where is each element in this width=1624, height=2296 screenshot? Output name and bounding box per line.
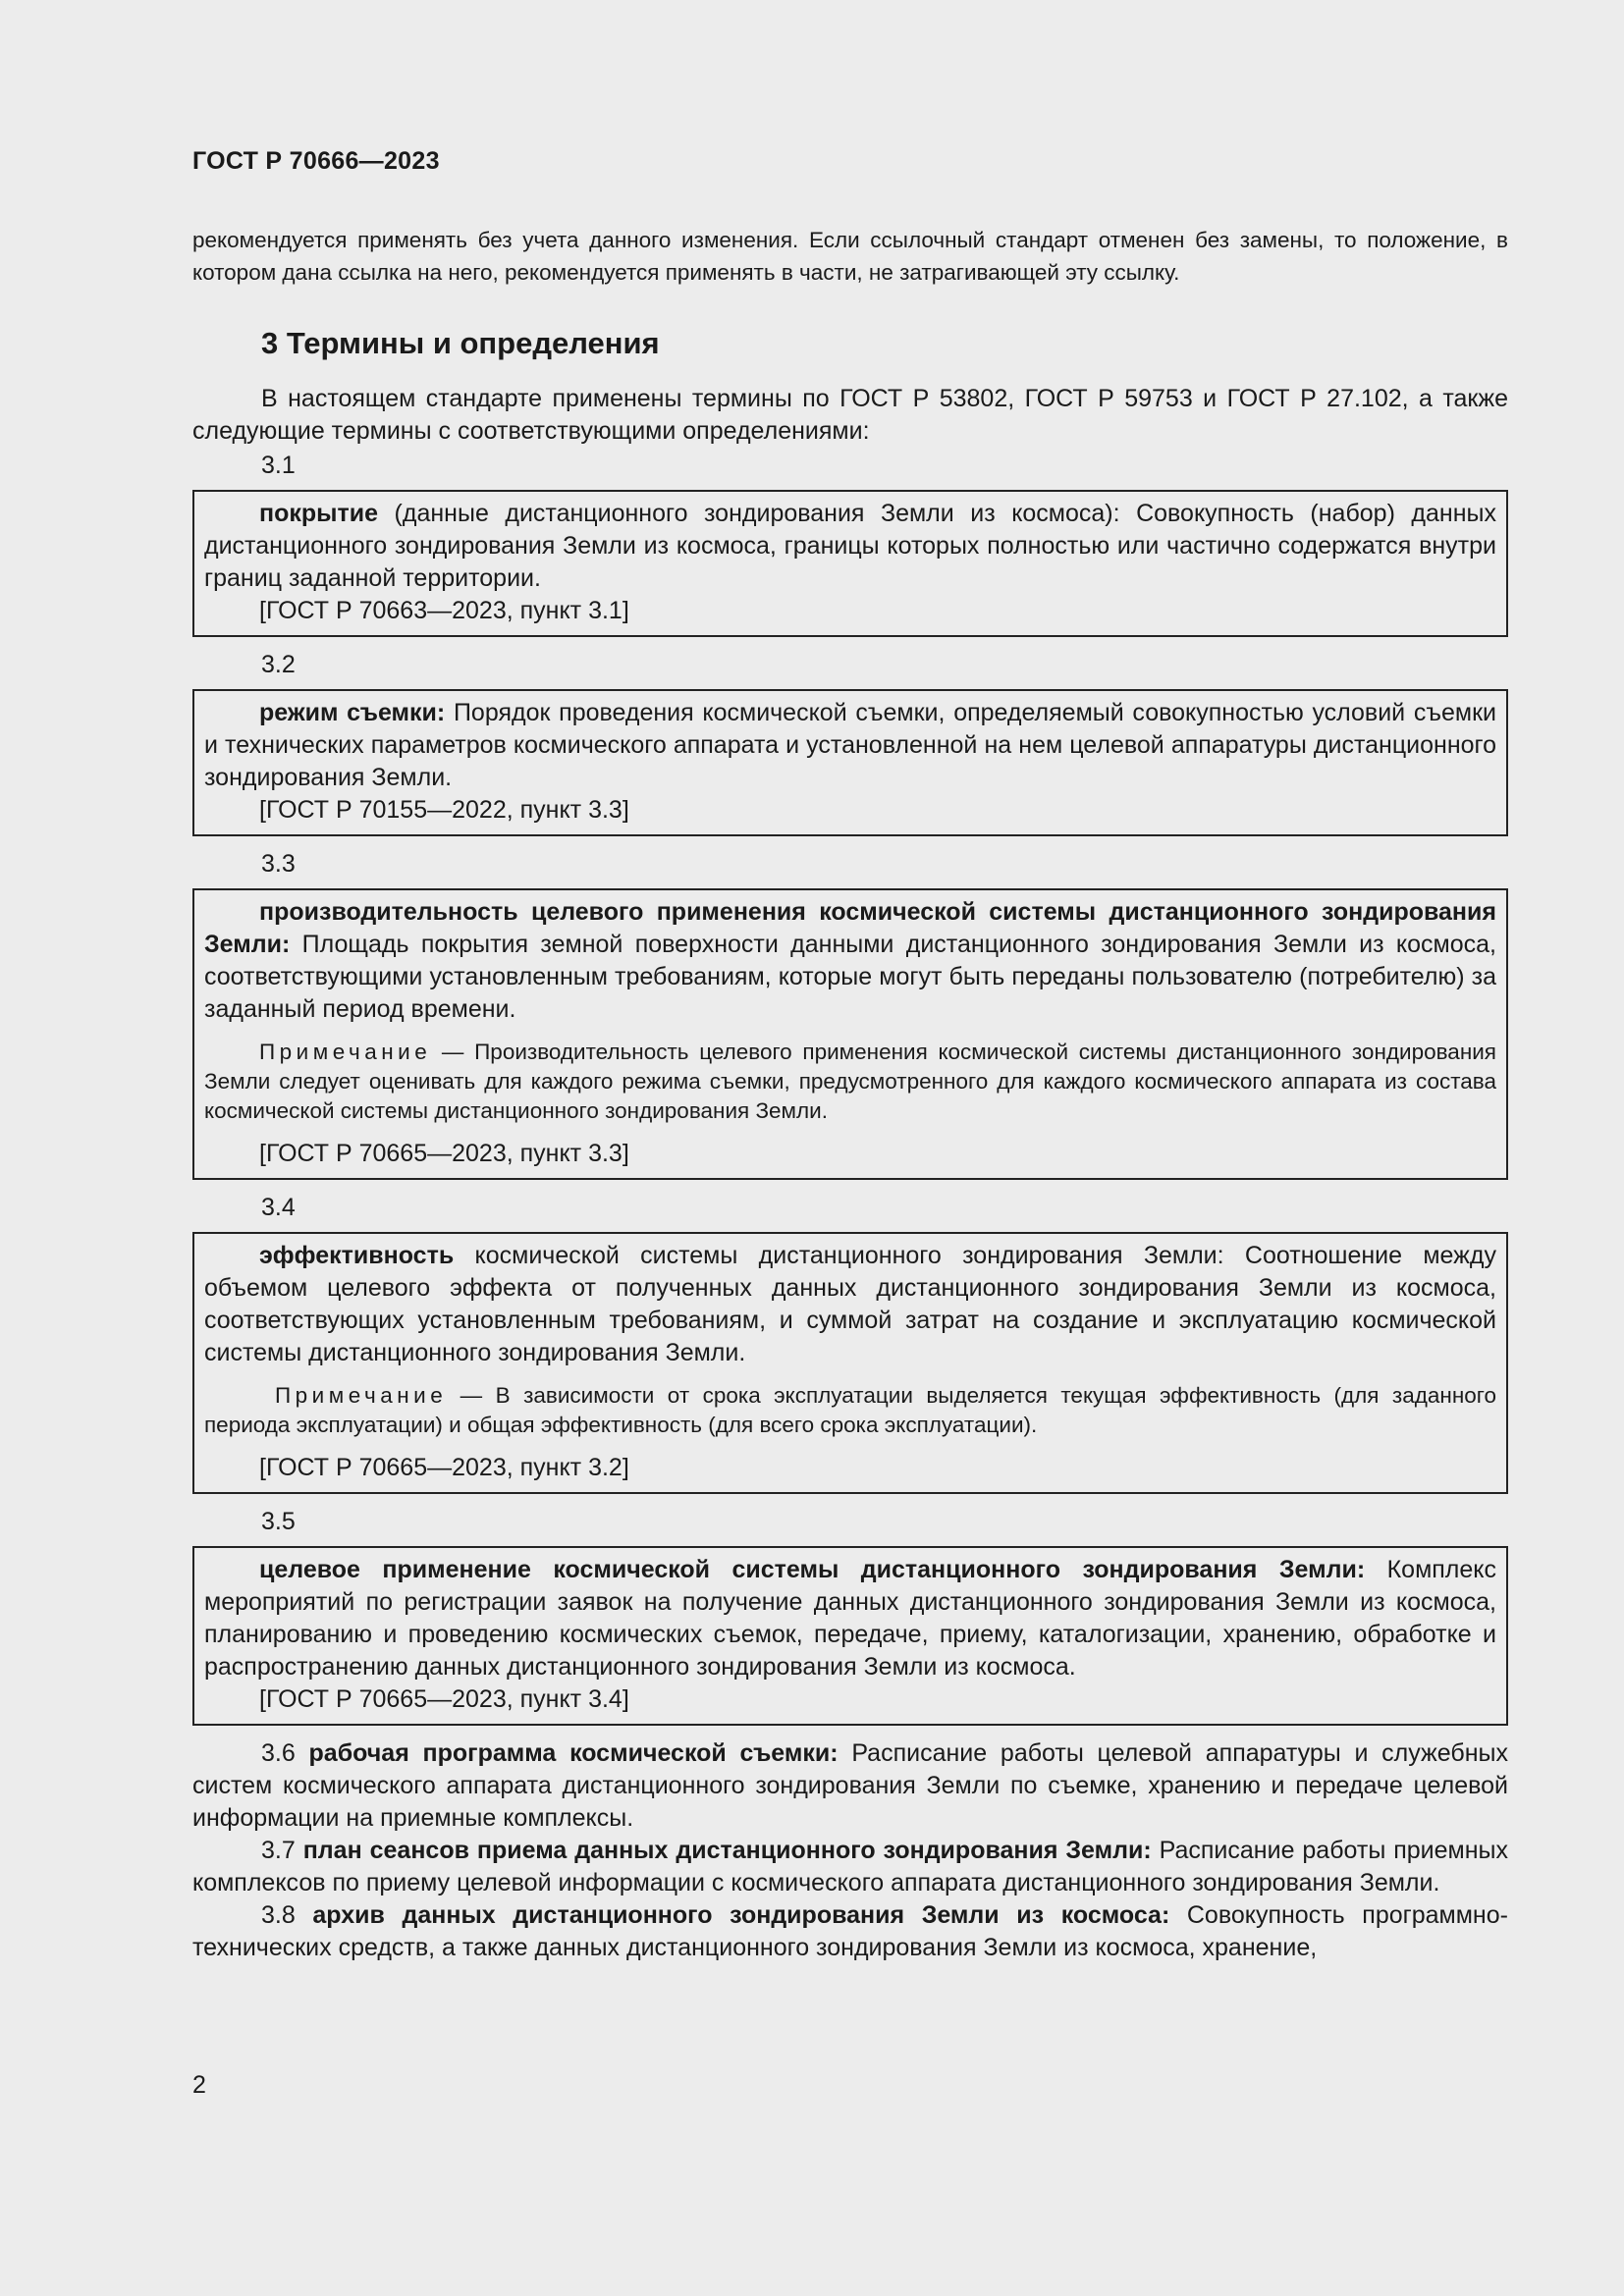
term-number: 3.6 bbox=[261, 1739, 296, 1767]
note-text: — Производительность целевого применения космической системы дистанционного зондирования Земли следует оценивать для каждого режима съемки, предусмотренного для каждого космического аппарата из состава космической системы дистанционного зондирования Земли. bbox=[204, 1040, 1496, 1123]
term-name: архив данных дистанционного зондирования Земли из космоса: bbox=[312, 1901, 1170, 1929]
term-name: целевое применение космической системы дистанционного зондирования Земли: bbox=[259, 1556, 1366, 1583]
term-source: [ГОСТ Р 70665—2023, пункт 3.4] bbox=[259, 1685, 629, 1713]
definition-text: Расписание работы целевой аппаратуры и служебных систем космического аппарата дистанционного зондирования Земли по съемке, хранению и передаче целевой информации на приемные комплексы. bbox=[192, 1739, 1508, 1832]
term-definition bbox=[204, 498, 1496, 595]
term-source: [ГОСТ Р 70665—2023, пункт 3.2] bbox=[259, 1454, 629, 1481]
term-box-3-2 bbox=[192, 689, 1508, 836]
term-box-3-3 bbox=[192, 888, 1508, 1180]
definition-text: Порядок проведения космической съемки, определяемый совокупностью условий съемки и технических параметров космического аппарата и установленной на нем целевой аппаратуры дистанционного зондирования Земли. bbox=[204, 699, 1496, 791]
term-number: 3.3 bbox=[261, 850, 296, 878]
continuation-text: рекомендуется применять без учета данного изменения. Если ссылочный стандарт отменен без замены, то положение, в котором дана ссылка на него, рекомендуется применять в части, не затрагивающей эту ссылку. bbox=[192, 228, 1508, 285]
definition-text: (данные дистанционного зондирования Земли из космоса): Совокупность (набор) данных дистанционного зондирования Земли из космоса, границы которых полностью или частично содержатся внутри границ заданной территории. bbox=[204, 500, 1496, 592]
section-lead: В настоящем стандарте применены термины по ГОСТ Р 53802, ГОСТ Р 59753 и ГОСТ Р 27.102, а также следующие термины с соответствующими определениями: bbox=[192, 385, 1508, 445]
term-definition bbox=[204, 1554, 1496, 1683]
definition-text: Совокупность программно-технических средств, а также данных дистанционного зондирования Земли из космоса, хранение, bbox=[192, 1901, 1508, 1961]
definition-text: космической системы дистанционного зондирования Земли: Соотношение между объемом целевого эффекта от полученных данных дистанционного зондирования Земли из космоса, соответствующих установленным требованиям, и суммой затрат на создание и эксплуатацию космической системы дистанционного зондирования Земли. bbox=[204, 1242, 1496, 1366]
term-number: 3.5 bbox=[261, 1508, 296, 1535]
note-text: — В зависимости от срока эксплуатации выделяется текущая эффективность (для заданного периода эксплуатации) и общая эффективность (для всего срока эксплуатации). bbox=[204, 1383, 1496, 1437]
term-number: 3.1 bbox=[261, 452, 296, 479]
term-name: режим съемки: bbox=[259, 699, 446, 726]
term-note bbox=[204, 1038, 1496, 1126]
term-number: 3.4 bbox=[261, 1194, 296, 1221]
term-name: план сеансов приема данных дистанционного зондирования Земли: bbox=[302, 1837, 1152, 1864]
term-source: [ГОСТ Р 70665—2023, пункт 3.3] bbox=[259, 1140, 629, 1167]
term-number: 3.7 bbox=[261, 1837, 296, 1864]
term-note bbox=[204, 1381, 1496, 1440]
term-box-3-4 bbox=[192, 1232, 1508, 1494]
note-label: Примечание bbox=[259, 1040, 432, 1064]
definition-text: Комплекс мероприятий по регистрации заявок на получение данных дистанционного зондирования Земли из космоса, планированию и проведению космических съемок, передаче, приему, каталогизации, хранению, обработке и распространению данных дистанционного зондирования Земли из космоса. bbox=[204, 1556, 1497, 1681]
term-number: 3.8 bbox=[261, 1901, 296, 1929]
term-number: 3.2 bbox=[261, 651, 296, 678]
term-paragraph-3-6 bbox=[192, 1737, 1508, 1835]
page-content bbox=[192, 224, 1508, 1964]
term-paragraph-3-7 bbox=[192, 1835, 1508, 1899]
definition-text: Расписание работы приемных комплексов по приему целевой информации с космического аппарата дистанционного зондирования Земли. bbox=[192, 1837, 1509, 1896]
term-name: производительность целевого применения космической системы дистанционного зондирования Земли: bbox=[204, 898, 1496, 958]
definition-text: Площадь покрытия земной поверхности данными дистанционного зондирования Земли из космоса, соответствующими установленным требованиям, которые могут быть переданы пользователю (потребителю) за заданный период времени. bbox=[204, 931, 1496, 1023]
term-box-3-5 bbox=[192, 1546, 1508, 1726]
term-name: эффективность bbox=[259, 1242, 455, 1269]
page-number: 2 bbox=[192, 2071, 206, 2099]
term-source: [ГОСТ Р 70155—2022, пункт 3.3] bbox=[259, 796, 629, 824]
term-name: покрытие bbox=[259, 500, 379, 527]
term-box-3-1 bbox=[192, 490, 1508, 637]
term-definition bbox=[204, 1240, 1496, 1369]
term-definition bbox=[204, 697, 1496, 794]
term-source: [ГОСТ Р 70663—2023, пункт 3.1] bbox=[259, 597, 629, 624]
section-title: 3 Термины и определения bbox=[261, 326, 660, 360]
term-name: рабочая программа космической съемки: bbox=[308, 1739, 839, 1767]
term-paragraph-3-8 bbox=[192, 1899, 1508, 1964]
term-definition bbox=[204, 896, 1496, 1026]
document-code-header: ГОСТ Р 70666—2023 bbox=[192, 147, 440, 175]
note-label: Примечание bbox=[275, 1383, 448, 1408]
